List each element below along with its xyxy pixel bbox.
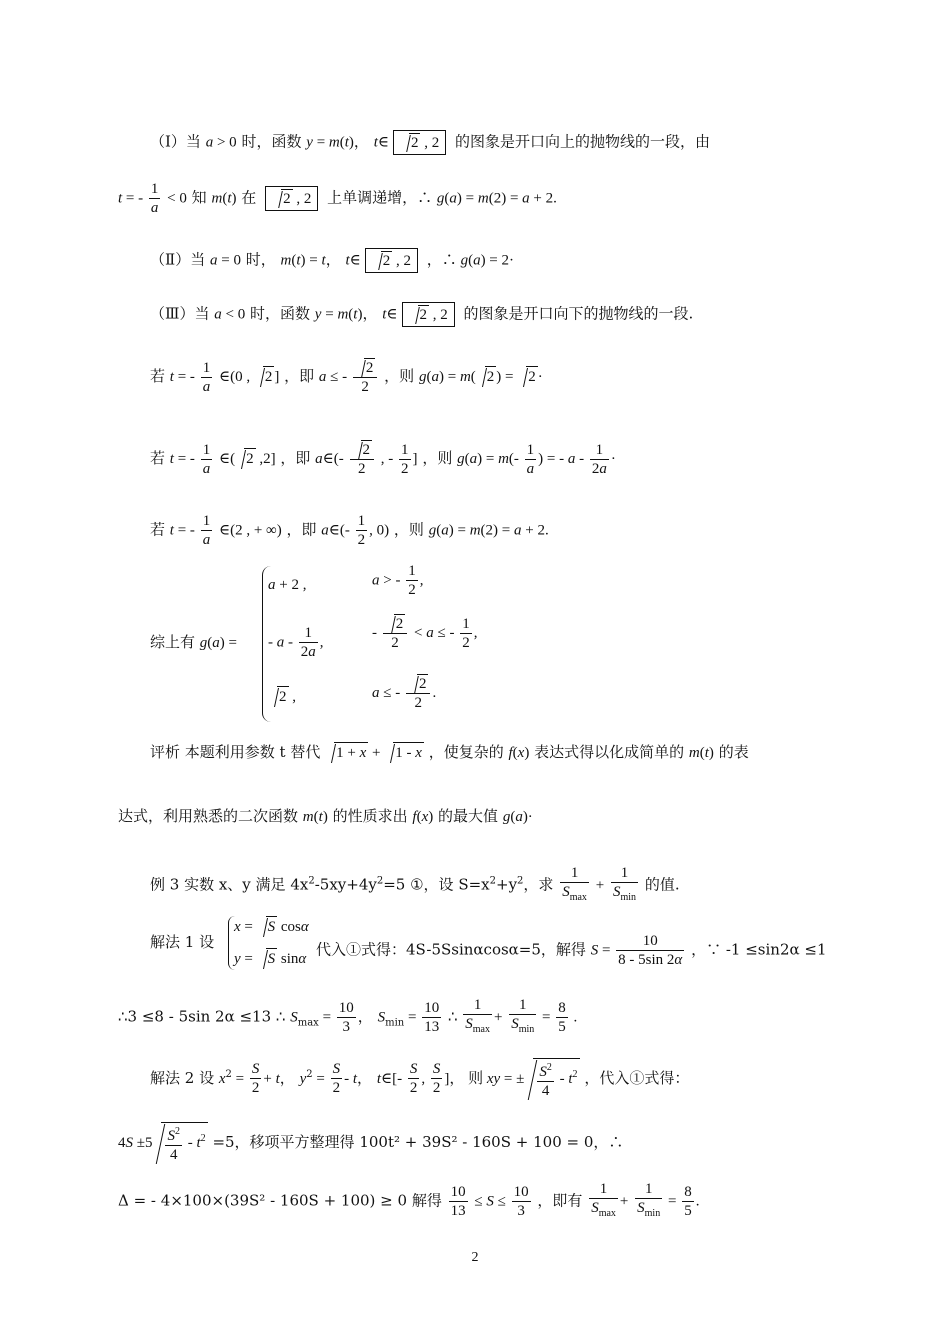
page-number: 2 <box>471 1250 479 1265</box>
piece-3: 2 , <box>268 686 296 707</box>
piece-2: - a - $\frac{1}{2a}$ , <box>268 625 324 660</box>
case-1-line: （Ⅰ）当 a > 0 时，函数 y = m(t)， t∈ 2 , 2 的图象是开口向上的抛物线的一段，由 <box>150 130 710 155</box>
comment-line-2: 达式，利用熟悉的二次函数 m(t) 的性质求出 f(x) 的最大值 g(a)· <box>118 807 533 825</box>
summary-label: 综上有 g(a) = <box>150 633 238 651</box>
solution-2-step: 4S ±5 $\frac{S^2}{4}$ - $t^2 =5$，移项平方整理得 100t² + 39S² - 160S + 100 = 0，∴ <box>118 1122 623 1164</box>
system-eq-2: y = S sinα <box>234 948 306 969</box>
piece-2-condition: - $\frac{2}{2}$ < a ≤ - $\frac{1}{2}$ , <box>372 615 478 651</box>
case-1-continued: t = - $\frac{1}{a}$ < 0 知 m(t) 在 2 , 2 上单调递增，∴ g(a) = m(2) = a + 2. <box>118 181 557 216</box>
piece-3-condition: a ≤ - $\frac{2}{2}$ . <box>372 676 437 711</box>
example-3: 例 3 实数 x、y 满足 $4x^2-5xy+4y^2=5$ ①，设 $S=x^2+y^2$，求 $\frac{1}{S_{max}}$ + $\frac{1}{S_{min}}$ 的值. <box>150 865 680 903</box>
comment-line-1: 评析 本题利用参数 t 替代 1 + x + 1 - x ，使复杂的 f(x) 表达式得以化成简单的 m(t) 的表 <box>150 743 749 761</box>
case-3-line: （Ⅲ）当 a < 0 时，函数 y = m(t)， t∈ 2 , 2 的图象是开口向下的抛物线的一段. <box>150 302 693 327</box>
solution-1-result: ∴3 ≤8 - 5sin 2α ≤13 ∴ $S_{max}$ = $\frac{10}{3}$ ， $S_{min}$ = $\frac{10}{13}$ ∴ $\frac{1}{S_{max}}$ + $\frac{1}{S_{min}}$ = $\frac{8}{5}$ . <box>118 997 578 1035</box>
solution-1-text: 代入①式得：4S-5Ssinαcosα=5，解得 S = $\frac{10}{8 - 5\sin 2\alpha}$ ，∵ -1 ≤sin2α ≤1 <box>316 933 827 968</box>
solution-2: 解法 2 设 $x^2$ = $\frac{S}{2}$ + t， $y^2$ = $\frac{S}{2}$ - t， t∈[- $\frac{S}{2}$ , $\frac{S}{2}$ ]， 则 xy = ± $\frac{S^2}{4}$ - $t^2$ ，代入①式得： <box>150 1058 689 1100</box>
system-eq-1: x = S cosα <box>234 916 309 937</box>
subcase-3: 若 t = - $\frac{1}{a}$ ∈(2 , + ∞) ，即 a∈(- $\frac{1}{2}$ , 0) ，则 g(a) = m(2) = a + 2. <box>150 513 549 548</box>
case-1-label: （Ⅰ）当 <box>150 132 201 151</box>
piece-1-condition: a > - $\frac{1}{2}$ , <box>372 563 424 598</box>
solution-1: 解法 1 设 <box>150 933 215 951</box>
piece-1: a + 2 , <box>268 577 307 593</box>
subcase-1: 若 t = - $\frac{1}{a}$ ∈(0 , 2 ] ，即 a ≤ - $\frac{2}{2}$ ，则 g(a) = m( 2 ) = 2 · <box>150 359 543 395</box>
solution-2-result: Δ = - 4×100×(39S² - 160S + 100) ≥ 0 解得 $\frac{10}{13}$ ≤ S ≤ $\frac{10}{3}$ ，即有 $\frac{1}{S_{max}}$ + $\frac{1}{S_{min}}$ = $\frac{8}{5}$ . <box>118 1181 700 1219</box>
case-2-line: （Ⅱ）当 a = 0 时， m(t) = t， t∈ 2 , 2 ，∴ g(a) = 2· <box>150 248 514 273</box>
subcase-2: 若 t = - $\frac{1}{a}$ ∈( 2 ,2] ，即 a∈(- $\frac{2}{2}$ , - $\frac{1}{2}$ ] ，则 g(a) = m(- $\frac{1}{a}$ ) = - a - $\frac{1}{2a}$ · <box>150 441 616 477</box>
